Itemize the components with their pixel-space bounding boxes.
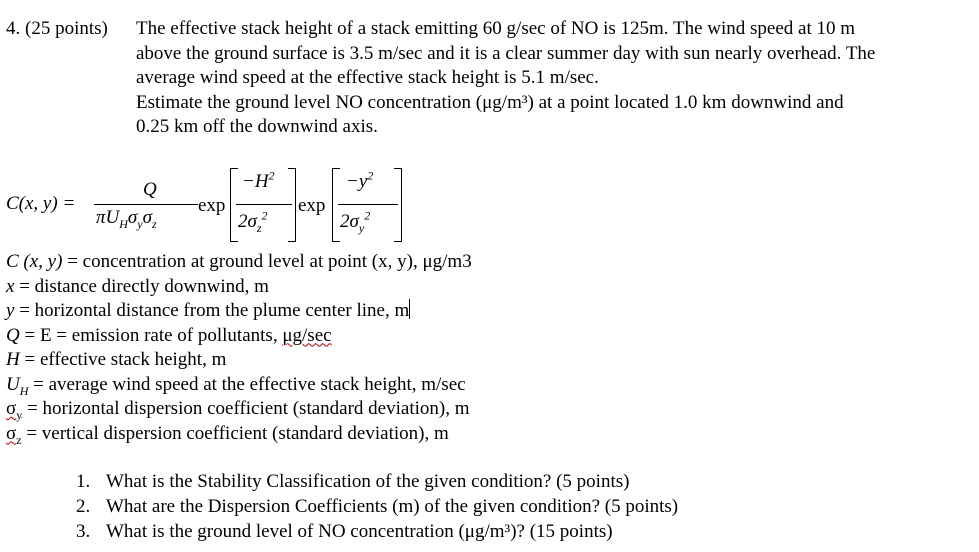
exp2-denominator: $2\sigma_y^2$ bbox=[340, 208, 371, 235]
fraction-bar bbox=[338, 204, 398, 205]
definition-row: y = horizontal distance from the plume center line, m bbox=[6, 300, 410, 321]
problem-number: 4. bbox=[6, 18, 21, 39]
left-bracket bbox=[332, 168, 340, 242]
exp-label: exp bbox=[198, 195, 226, 216]
definition-row: $U_H$ = average wind speed at the effective stack height, m/sec bbox=[6, 373, 466, 398]
formula-numerator: Q bbox=[143, 179, 157, 200]
statement-line: 0.25 km off the downwind axis. bbox=[136, 116, 378, 137]
statement-line: The effective stack height of a stack emitting 60 g/sec of NO is 125m. The wind speed at 10 m bbox=[136, 18, 856, 39]
formula-denominator: $\pi U_H\sigma_y\sigma_z$ bbox=[96, 207, 157, 231]
right-bracket bbox=[394, 168, 402, 242]
question-item: 2. What are the Dispersion Coefficients (m) of the given condition? (5 points) bbox=[76, 496, 679, 517]
definition-row: Q = E = emission rate of pollutants, μg/sec bbox=[6, 324, 332, 346]
definition-row: C (x, y) = concentration at ground level at point (x, y), μg/m3 bbox=[6, 251, 472, 272]
exp1-denominator: $2\sigma_z^2$ bbox=[238, 208, 268, 235]
formula-lhs: C(x, y) = bbox=[6, 193, 76, 214]
right-bracket bbox=[288, 168, 296, 242]
text-cursor bbox=[409, 299, 410, 319]
question-item: 1. What is the Stability Classification of the given condition? (5 points) bbox=[76, 471, 630, 492]
problem-statement bbox=[136, 17, 972, 140]
definition-row: $\sigma_y$ = horizontal dispersion coefficient (standard deviation), m bbox=[6, 398, 470, 422]
exp-label: exp bbox=[298, 195, 326, 216]
fraction-bar bbox=[94, 204, 198, 205]
definition-row: $\sigma_z$ = vertical dispersion coefficient (standard deviation), m bbox=[6, 422, 449, 447]
variable-definitions bbox=[6, 250, 472, 446]
statement-line: above the ground surface is 3.5 m/sec and it is a clear summer day with sun nearly overhead. The bbox=[136, 42, 876, 64]
problem-header bbox=[6, 17, 108, 42]
problem-points: (25 points) bbox=[25, 18, 108, 39]
statement-line: average wind speed at the effective stack height is 5.1 m/sec. bbox=[136, 67, 599, 88]
question-list bbox=[76, 470, 678, 545]
fraction-bar bbox=[236, 204, 292, 205]
left-bracket bbox=[230, 168, 238, 242]
exp2-numerator: $-y^2$ bbox=[346, 168, 374, 192]
gaussian-plume-formula bbox=[6, 160, 426, 246]
statement-line: Estimate the ground level NO concentration (μg/m³) at a point located 1.0 km downwind and bbox=[136, 91, 844, 113]
definition-row: x = distance directly downwind, m bbox=[6, 275, 269, 297]
exp1-numerator: $-H^2$ bbox=[242, 168, 275, 192]
definition-row: H = effective stack height, m bbox=[6, 349, 227, 370]
question-item: 3. What is the ground level of NO concentration (μg/m³)? (15 points) bbox=[76, 521, 613, 542]
